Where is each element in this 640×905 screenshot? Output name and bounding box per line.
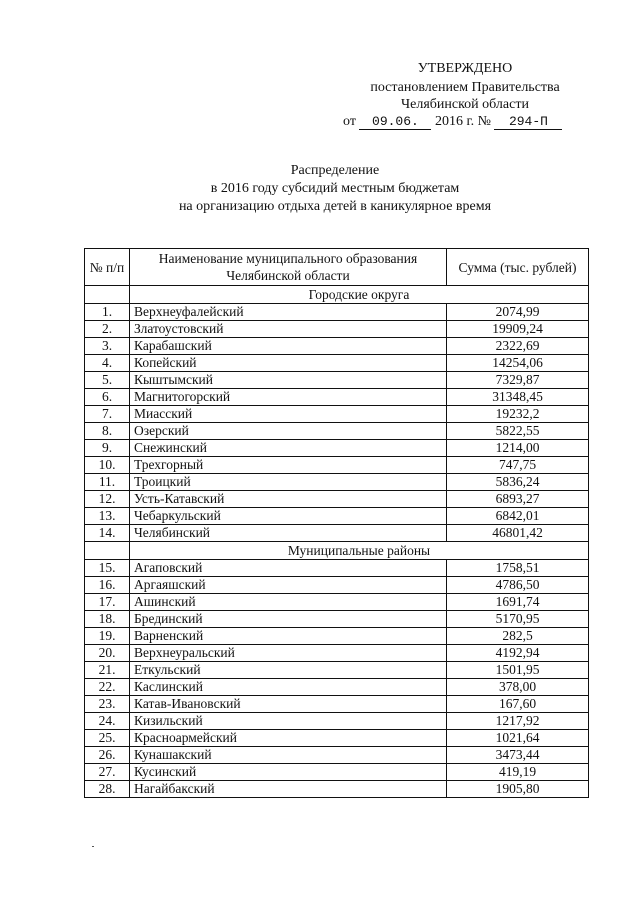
section-empty-cell xyxy=(85,286,130,304)
row-name: Копейский xyxy=(130,355,447,372)
row-num: 10. xyxy=(85,457,130,474)
table-row xyxy=(85,406,589,423)
row-num: 23. xyxy=(85,696,130,713)
row-sum: 5170,95 xyxy=(447,611,589,628)
row-num: 26. xyxy=(85,747,130,764)
row-name: Златоустовский xyxy=(130,321,447,338)
row-name: Озерский xyxy=(130,423,447,440)
row-num: 2. xyxy=(85,321,130,338)
year-label: 2016 г. № xyxy=(434,114,491,129)
row-num: 7. xyxy=(85,406,130,423)
row-name: Магнитогорский xyxy=(130,389,447,406)
row-sum: 5822,55 xyxy=(447,423,589,440)
row-sum: 1501,95 xyxy=(447,662,589,679)
row-sum: 19232,2 xyxy=(447,406,589,423)
table-row xyxy=(85,508,589,525)
row-sum: 1758,51 xyxy=(447,560,589,577)
row-sum: 2322,69 xyxy=(447,338,589,355)
row-name: Карабашский xyxy=(130,338,447,355)
table-row xyxy=(85,304,589,321)
section-title: Городские округа xyxy=(130,286,589,304)
table-row xyxy=(85,491,589,508)
row-num: 11. xyxy=(85,474,130,491)
row-name: Кизильский xyxy=(130,713,447,730)
from-label: от xyxy=(343,114,356,129)
row-name: Кусинский xyxy=(130,764,447,781)
row-name: Усть-Катавский xyxy=(130,491,447,508)
row-sum: 4786,50 xyxy=(447,577,589,594)
row-name: Верхнеуфалейский xyxy=(130,304,447,321)
row-name: Каслинский xyxy=(130,679,447,696)
row-num: 15. xyxy=(85,560,130,577)
row-name: Ашинский xyxy=(130,594,447,611)
approval-heading: УТВЕРЖДЕНО xyxy=(417,61,513,76)
table-row xyxy=(85,560,589,577)
table-row xyxy=(85,355,589,372)
scan-speck xyxy=(92,846,94,847)
row-name: Катав-Ивановский xyxy=(130,696,447,713)
table-row xyxy=(85,338,589,355)
row-num: 5. xyxy=(85,372,130,389)
row-sum: 1217,92 xyxy=(447,713,589,730)
row-name: Миасский xyxy=(130,406,447,423)
row-name: Аргаяшский xyxy=(130,577,447,594)
table-row xyxy=(85,696,589,713)
row-num: 17. xyxy=(85,594,130,611)
table-row xyxy=(85,577,589,594)
approval-line-2: Челябинской области xyxy=(401,97,529,112)
table-row xyxy=(85,662,589,679)
subsidy-table xyxy=(84,248,589,798)
table-row xyxy=(85,628,589,645)
row-num: 3. xyxy=(85,338,130,355)
row-num: 9. xyxy=(85,440,130,457)
row-name: Чебаркульский xyxy=(130,508,447,525)
approval-date: 09.06. xyxy=(359,114,431,130)
document-title xyxy=(60,162,610,216)
row-sum: 1691,74 xyxy=(447,594,589,611)
row-name: Трехгорный xyxy=(130,457,447,474)
row-name: Троицкий xyxy=(130,474,447,491)
row-sum: 46801,42 xyxy=(447,525,589,542)
row-num: 12. xyxy=(85,491,130,508)
row-sum: 4192,94 xyxy=(447,645,589,662)
row-num: 20. xyxy=(85,645,130,662)
approval-date-line xyxy=(343,114,562,130)
row-num: 22. xyxy=(85,679,130,696)
title-line-3: на организацию отдыха детей в каникулярное время xyxy=(178,199,492,214)
section-title: Муниципальные районы xyxy=(130,542,589,560)
row-name: Красноармейский xyxy=(130,730,447,747)
section-row xyxy=(85,286,589,304)
table-row xyxy=(85,645,589,662)
row-sum: 14254,06 xyxy=(447,355,589,372)
row-sum: 282,5 xyxy=(447,628,589,645)
row-num: 1. xyxy=(85,304,130,321)
row-sum: 6842,01 xyxy=(447,508,589,525)
table-row xyxy=(85,321,589,338)
row-name: Кунашакский xyxy=(130,747,447,764)
row-num: 21. xyxy=(85,662,130,679)
row-num: 8. xyxy=(85,423,130,440)
row-num: 27. xyxy=(85,764,130,781)
table-row xyxy=(85,423,589,440)
row-sum: 167,60 xyxy=(447,696,589,713)
table-row xyxy=(85,730,589,747)
row-name: Еткульский xyxy=(130,662,447,679)
row-sum: 419,19 xyxy=(447,764,589,781)
row-sum: 1905,80 xyxy=(447,781,589,798)
row-name: Снежинский xyxy=(130,440,447,457)
table-row xyxy=(85,525,589,542)
row-name: Кыштымский xyxy=(130,372,447,389)
table-row xyxy=(85,611,589,628)
table-header-row xyxy=(85,249,589,286)
row-num: 25. xyxy=(85,730,130,747)
approval-number: 294-П xyxy=(494,114,562,130)
section-empty-cell xyxy=(85,542,130,560)
row-sum: 31348,45 xyxy=(447,389,589,406)
row-sum: 747,75 xyxy=(447,457,589,474)
header-sum: Сумма (тыс. рублей) xyxy=(447,249,589,286)
row-sum: 5836,24 xyxy=(447,474,589,491)
header-name: Наименование муниципального образования Челябинской области xyxy=(130,249,447,286)
approval-line-1: постановлением Правительства xyxy=(370,80,560,95)
row-name: Нагайбакский xyxy=(130,781,447,798)
table-row xyxy=(85,713,589,730)
table-row xyxy=(85,764,589,781)
row-num: 28. xyxy=(85,781,130,798)
row-sum: 1021,64 xyxy=(447,730,589,747)
row-sum: 1214,00 xyxy=(447,440,589,457)
title-line-2: в 2016 году субсидий местным бюджетам xyxy=(210,181,460,196)
table-row xyxy=(85,781,589,798)
table-row xyxy=(85,594,589,611)
header-num: № п/п xyxy=(85,249,130,286)
row-num: 18. xyxy=(85,611,130,628)
table-row xyxy=(85,457,589,474)
row-sum: 2074,99 xyxy=(447,304,589,321)
title-line-1: Распределение xyxy=(290,163,380,178)
row-num: 6. xyxy=(85,389,130,406)
row-name: Агаповский xyxy=(130,560,447,577)
row-num: 24. xyxy=(85,713,130,730)
row-sum: 7329,87 xyxy=(447,372,589,389)
row-name: Брединский xyxy=(130,611,447,628)
row-sum: 6893,27 xyxy=(447,491,589,508)
row-sum: 19909,24 xyxy=(447,321,589,338)
row-num: 19. xyxy=(85,628,130,645)
table-row xyxy=(85,440,589,457)
row-name: Челябинский xyxy=(130,525,447,542)
row-num: 14. xyxy=(85,525,130,542)
row-num: 16. xyxy=(85,577,130,594)
row-num: 4. xyxy=(85,355,130,372)
section-row xyxy=(85,542,589,560)
row-num: 13. xyxy=(85,508,130,525)
row-name: Варненский xyxy=(130,628,447,645)
table-row xyxy=(85,372,589,389)
table-row xyxy=(85,747,589,764)
row-sum: 378,00 xyxy=(447,679,589,696)
row-name: Верхнеуральский xyxy=(130,645,447,662)
table-row xyxy=(85,679,589,696)
row-sum: 3473,44 xyxy=(447,747,589,764)
table-row xyxy=(85,389,589,406)
table-row xyxy=(85,474,589,491)
